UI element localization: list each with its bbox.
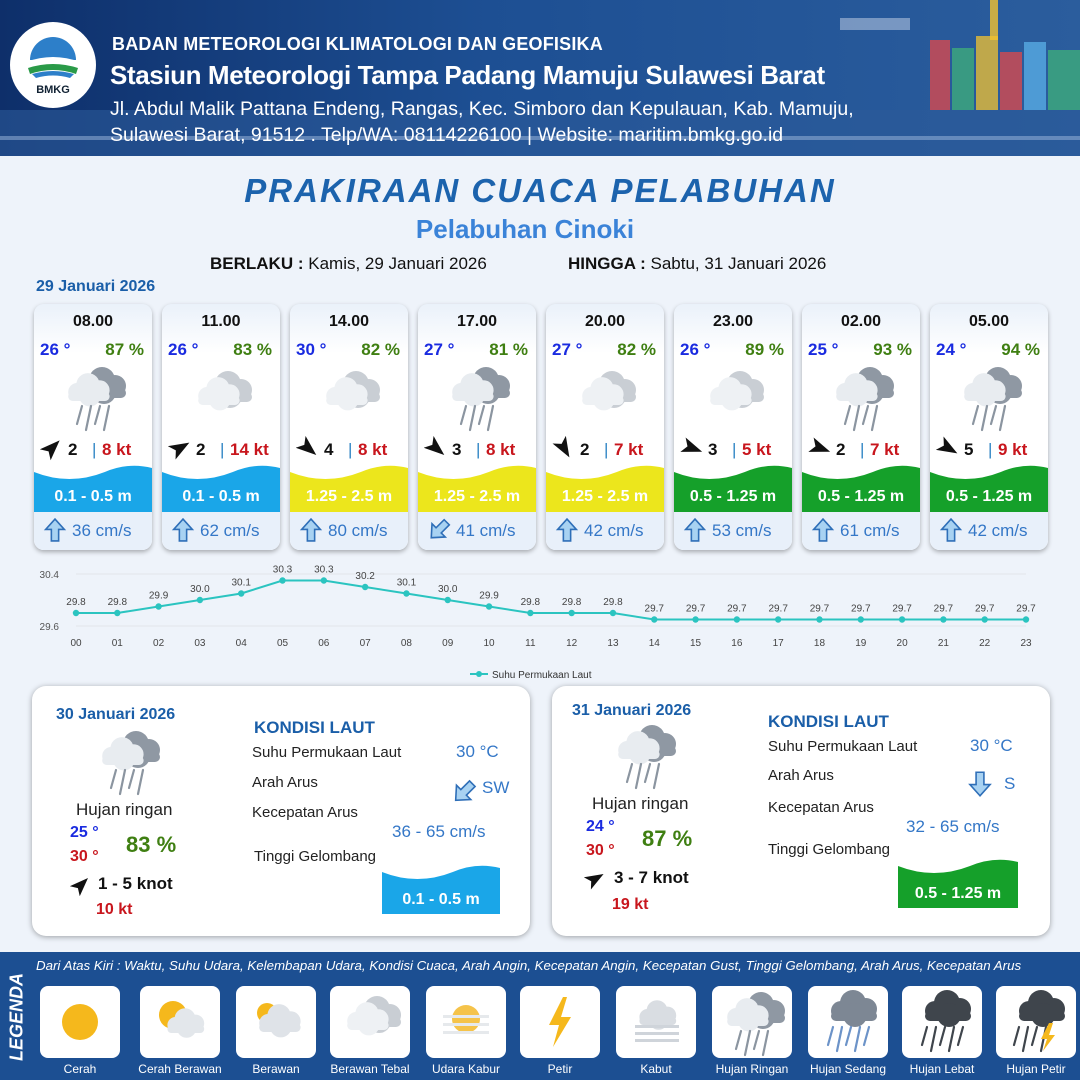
wind-direction-icon	[424, 436, 450, 462]
data-label: 29.8	[520, 597, 541, 608]
sst-point	[73, 610, 79, 616]
panel-wave: 0.1 - 0.5 m	[402, 891, 480, 908]
forecast-temp: 27 °	[424, 340, 455, 359]
forecast-temp: 25 °	[808, 340, 839, 359]
x-tick-label: 17	[772, 638, 784, 649]
address-line-1: Jl. Abdul Malik Pattana Endeng, Rangas, Kec. Simboro dan Kepulauan, Kab. Mamuju,	[110, 98, 854, 120]
separator: |	[604, 440, 609, 459]
forecast-card	[418, 304, 536, 550]
sst-point	[238, 590, 244, 596]
sst-point	[1023, 616, 1029, 622]
forecast-gust: 5 kt	[742, 440, 772, 459]
forecast-time: 14.00	[328, 313, 370, 330]
separator: |	[348, 440, 353, 459]
station-name: Stasiun Meteorologi Tampa Padang Mamuju Sulawesi Barat	[110, 60, 825, 90]
current-direction-icon	[450, 778, 480, 808]
wind-direction-icon	[936, 436, 962, 462]
sst-point	[321, 577, 327, 583]
forecast-gust: 7 kt	[614, 440, 644, 459]
valid-to-label: HINGGA :	[568, 254, 646, 273]
panel-day2	[32, 686, 530, 936]
forecast-wind: 3	[452, 440, 462, 459]
forecast-wave: 0.1 - 0.5 m	[54, 488, 132, 505]
panel-temp-max: 30 °	[586, 842, 615, 859]
current-row	[674, 512, 792, 550]
panel-humidity: 87 %	[642, 826, 693, 851]
forecast-humidity: 94 %	[1001, 340, 1040, 359]
forecast-wind: 2	[68, 440, 78, 459]
legend-item	[236, 986, 316, 1058]
berawan-tebal-icon	[335, 987, 405, 1057]
wind-direction-icon	[168, 436, 194, 462]
separator: |	[732, 440, 737, 459]
forecast-humidity: 82 %	[361, 340, 400, 359]
legend-label: Suhu Permukaan Laut	[492, 670, 592, 681]
udara-kabur-icon	[431, 987, 501, 1057]
sst-point	[362, 584, 368, 590]
data-label: 29.7	[851, 603, 871, 615]
forecast-humidity: 93 %	[873, 340, 912, 359]
forecast-card	[674, 304, 792, 550]
forecast-wind: 4	[324, 440, 334, 459]
day1-date: 29 Januari 2026	[36, 278, 156, 295]
panel-temp-max: 30 °	[70, 848, 99, 865]
forecast-card	[802, 304, 920, 550]
forecast-humidity: 89 %	[745, 340, 784, 359]
forecast-wave: 1.25 - 2.5 m	[561, 488, 649, 505]
sst-point	[651, 616, 657, 622]
forecast-wave: 0.5 - 1.25 m	[689, 488, 777, 505]
legend-title: LEGENDA	[6, 972, 27, 1062]
bmkg-logo	[10, 22, 96, 108]
legend-item-label: Hujan Petir	[1006, 1062, 1066, 1076]
sst-point	[197, 597, 203, 603]
data-label: 30.3	[272, 564, 293, 576]
current-row	[930, 512, 1048, 550]
forecast-current: 36 cm/s	[72, 521, 132, 540]
legend-item	[140, 986, 220, 1058]
data-label: 29.8	[603, 597, 623, 608]
data-label: 29.9	[148, 590, 169, 602]
data-label: 29.7	[685, 603, 706, 615]
current-speed-label: Kecepatan Arus	[768, 799, 874, 816]
current-row	[802, 512, 920, 550]
legend-item	[808, 986, 888, 1058]
sst-line	[76, 581, 1026, 620]
wind-direction-icon	[296, 436, 322, 462]
data-label: 29.7	[892, 603, 912, 615]
x-tick-label: 18	[813, 638, 826, 649]
forecast-current: 80 cm/s	[328, 521, 388, 540]
current-direction-icon	[682, 517, 708, 543]
data-label: 29.8	[561, 597, 582, 608]
x-tick-label: 05	[276, 638, 289, 649]
forecast-temp: 24 °	[936, 340, 967, 359]
current-direction-icon	[42, 517, 68, 543]
sst-point	[816, 616, 822, 622]
forecast-current: 53 cm/s	[712, 521, 772, 540]
berawan-tebal-icon	[570, 362, 640, 432]
data-label: 30.3	[314, 564, 334, 576]
current-dir-label: Arah Arus	[252, 774, 318, 791]
forecast-current: 61 cm/s	[840, 521, 900, 540]
logo-text: BMKG	[36, 84, 70, 96]
x-tick-label: 04	[235, 638, 247, 649]
current-speed-value: 32 - 65 cm/s	[906, 817, 1000, 836]
hujan-ringan-icon	[826, 362, 896, 432]
panel-gust: 19 kt	[612, 896, 649, 913]
legend-item-label: Hujan Ringan	[715, 1062, 789, 1076]
kondisi-laut-title: KONDISI LAUT	[768, 712, 889, 731]
hujan-ringan-icon	[954, 362, 1024, 432]
separator: |	[92, 440, 97, 459]
sst-point	[486, 603, 492, 609]
panel-temp-min: 24 °	[586, 818, 615, 835]
x-tick-label: 02	[153, 638, 165, 649]
x-tick-label: 11	[525, 638, 536, 649]
legend-item-label: Hujan Lebat	[909, 1062, 975, 1076]
berawan-tebal-icon	[186, 362, 256, 432]
data-label: 30.1	[396, 577, 417, 589]
address-line-2: Sulawesi Barat, 91512 . Telp/WA: 08114226100 | Website: maritim.bmkg.go.id	[110, 124, 784, 146]
current-direction-icon	[810, 517, 836, 543]
forecast-wind: 2	[836, 440, 846, 459]
forecast-wave: 0.5 - 1.25 m	[945, 488, 1033, 505]
x-tick-label: 14	[648, 638, 660, 649]
forecast-humidity: 83 %	[233, 340, 272, 359]
forecast-card	[546, 304, 664, 550]
legend-item	[712, 986, 792, 1058]
bmkg-logo-icon	[10, 22, 96, 82]
x-tick-label: 07	[359, 638, 371, 649]
hujan-ringan-icon	[608, 720, 678, 790]
sst-point	[114, 610, 120, 616]
forecast-card	[34, 304, 152, 550]
current-direction-icon	[170, 517, 196, 543]
hujan-ringan-icon	[58, 362, 128, 432]
forecast-wind: 2	[580, 440, 590, 459]
legend-item-label: Cerah Berawan	[138, 1062, 222, 1076]
data-label: 29.7	[644, 603, 664, 615]
separator: |	[988, 440, 993, 459]
wind-direction-icon	[808, 436, 834, 462]
valid-from	[210, 254, 487, 274]
data-label: 29.7	[727, 603, 747, 615]
panel-wave: 0.5 - 1.25 m	[914, 885, 1002, 902]
legend-item	[902, 986, 982, 1058]
sst-point	[734, 616, 740, 622]
data-label: 29.9	[479, 590, 499, 602]
data-label: 29.7	[768, 603, 788, 615]
forecast-time: 08.00	[72, 313, 114, 330]
forecast-card	[290, 304, 408, 550]
forecast-wind: 5	[964, 440, 974, 459]
sst-point	[155, 603, 161, 609]
sst-point	[981, 616, 987, 622]
sst-label: Suhu Permukaan Laut	[768, 738, 918, 755]
separator: |	[220, 440, 225, 459]
hujan-ringan-icon	[442, 362, 512, 432]
forecast-current: 42 cm/s	[584, 521, 644, 540]
berawan-tebal-icon	[698, 362, 768, 432]
wind-direction-icon	[552, 436, 578, 462]
valid-from-value: Kamis, 29 Januari 2026	[308, 254, 487, 273]
forecast-temp: 30 °	[296, 340, 327, 359]
data-label: 30.0	[190, 584, 210, 595]
panel-date: 30 Januari 2026	[56, 706, 176, 723]
wind-direction-icon	[40, 436, 66, 462]
x-tick-label: 21	[937, 638, 949, 649]
panel-temp-min: 25 °	[70, 824, 99, 841]
current-direction-icon	[298, 517, 324, 543]
forecast-wind: 2	[196, 440, 206, 459]
x-tick-label: 00	[70, 638, 82, 649]
header-banner	[0, 0, 1080, 156]
forecast-current: 62 cm/s	[200, 521, 260, 540]
x-tick-label: 09	[442, 638, 454, 649]
wind-direction-icon	[584, 868, 606, 890]
current-direction-icon	[938, 517, 964, 543]
data-label: 29.7	[1016, 603, 1036, 615]
sst-point	[403, 590, 409, 596]
legend-item	[996, 986, 1076, 1058]
data-label: 29.8	[107, 597, 128, 608]
valid-to	[568, 254, 826, 274]
valid-to-value: Sabtu, 31 Januari 2026	[650, 254, 827, 273]
x-tick-label: 15	[690, 638, 702, 649]
current-dir-label: Arah Arus	[768, 767, 834, 784]
legend-item-label: Petir	[547, 1062, 573, 1076]
x-tick-label: 01	[111, 638, 123, 649]
legend-item	[330, 986, 410, 1058]
sst-chart	[30, 560, 1050, 684]
forecast-humidity: 82 %	[617, 340, 656, 359]
panel-date: 31 Januari 2026	[572, 702, 692, 719]
legend-description: Dari Atas Kiri : Waktu, Suhu Udara, Kelembapan Udara, Kondisi Cuaca, Arah Angin, Kecepatan Angin, Kecepatan Gust, Tinggi Gelombang, Arah Arus, Kecepatan Arus	[36, 958, 1022, 973]
forecast-temp: 26 °	[680, 340, 711, 359]
berawan-icon	[241, 987, 311, 1057]
forecast-time: 11.00	[201, 313, 241, 330]
forecast-card	[930, 304, 1048, 550]
x-tick-label: 10	[483, 638, 495, 649]
forecast-gust: 7 kt	[870, 440, 900, 459]
x-tick-label: 03	[194, 638, 206, 649]
sst-point	[940, 616, 946, 622]
current-direction-icon	[426, 517, 452, 543]
forecast-current: 42 cm/s	[968, 521, 1028, 540]
forecast-temp: 26 °	[40, 340, 71, 359]
legend-item-label: Hujan Sedang	[809, 1062, 887, 1076]
kondisi-laut-title: KONDISI LAUT	[254, 718, 375, 737]
forecast-time: 20.00	[584, 313, 626, 330]
forecast-wave: 1.25 - 2.5 m	[305, 488, 393, 505]
legend-item-label: Berawan Tebal	[330, 1062, 410, 1076]
legend-item	[40, 986, 120, 1058]
hujan-petir-icon	[1001, 987, 1071, 1057]
x-tick-label: 13	[607, 638, 619, 649]
page-title: PRAKIRAAN CUACA PELABUHAN	[244, 172, 836, 209]
sst-value: 30 °C	[970, 736, 1013, 755]
forecast-gust: 8 kt	[358, 440, 388, 459]
x-tick-label: 23	[1020, 638, 1032, 649]
current-row	[290, 512, 408, 550]
agency-name: BADAN METEOROLOGI KLIMATOLOGI DAN GEOFISIKA	[112, 34, 603, 54]
port-name: Pelabuhan Cinoki	[415, 214, 635, 244]
forecast-gust: 8 kt	[102, 440, 132, 459]
panel-condition: Hujan ringan	[76, 800, 173, 819]
sst-point	[692, 616, 698, 622]
forecast-time: 23.00	[712, 313, 754, 330]
sst-point	[899, 616, 905, 622]
x-tick-label: 08	[400, 638, 412, 649]
forecast-time: 17.00	[456, 313, 498, 330]
data-label: 30.2	[355, 571, 375, 582]
separator: |	[860, 440, 865, 459]
current-row	[418, 512, 536, 550]
current-direction-icon	[554, 517, 580, 543]
wind-direction-icon	[680, 436, 706, 462]
current-dir-value: SW	[482, 778, 510, 797]
sst-point	[568, 610, 574, 616]
forecast-wave: 1.25 - 2.5 m	[433, 488, 521, 505]
x-tick-label: 19	[855, 638, 867, 649]
berawan-tebal-icon	[314, 362, 384, 432]
panel-wind: 1 - 5 knot	[98, 874, 173, 893]
forecast-time: 05.00	[968, 313, 1010, 330]
wind-direction-icon	[70, 874, 92, 896]
current-speed-value: 36 - 65 cm/s	[392, 822, 486, 841]
sst-value: 30 °C	[456, 742, 499, 761]
x-tick-label: 12	[566, 638, 578, 649]
forecast-wind: 3	[708, 440, 718, 459]
forecast-time: 02.00	[840, 313, 882, 330]
panel-condition: Hujan ringan	[592, 794, 689, 813]
forecast-gust: 9 kt	[998, 440, 1028, 459]
panel-day3	[552, 686, 1050, 936]
data-label: 29.8	[66, 597, 86, 608]
kabut-icon	[621, 987, 691, 1057]
sst-point	[775, 616, 781, 622]
y-tick-label: 30.4	[39, 570, 59, 581]
forecast-current: 41 cm/s	[456, 521, 516, 540]
sst-point	[445, 597, 451, 603]
sst-point	[858, 616, 864, 622]
data-label: 29.7	[974, 603, 995, 615]
legend-item-label: Kabut	[640, 1062, 672, 1076]
x-tick-label: 22	[979, 638, 991, 649]
legend-item-label: Udara Kabur	[431, 1062, 501, 1076]
sst-point	[527, 610, 533, 616]
panel-gust: 10 kt	[96, 901, 133, 918]
sst-label: Suhu Permukaan Laut	[252, 744, 402, 761]
data-label: 30.0	[438, 584, 458, 595]
forecast-wave: 0.5 - 1.25 m	[817, 488, 905, 505]
cerah-berawan-icon	[145, 987, 215, 1057]
current-direction-icon	[966, 770, 996, 800]
panel-humidity: 83 %	[126, 832, 177, 857]
legend-item	[520, 986, 600, 1058]
hujan-sedang-icon	[813, 987, 883, 1057]
hujan-ringan-icon	[717, 987, 787, 1057]
wave-label: Tinggi Gelombang	[768, 841, 891, 858]
current-dir-value: S	[1004, 774, 1016, 793]
forecast-gust: 8 kt	[486, 440, 516, 459]
data-label: 29.7	[933, 603, 954, 615]
panel-wind: 3 - 7 knot	[614, 868, 689, 887]
forecast-humidity: 81 %	[489, 340, 528, 359]
forecast-card	[162, 304, 280, 550]
sst-point	[279, 577, 285, 583]
forecast-temp: 26 °	[168, 340, 199, 359]
y-tick-label: 29.6	[39, 622, 59, 633]
x-tick-label: 16	[731, 638, 743, 649]
data-label: 30.1	[231, 577, 251, 589]
current-row	[34, 512, 152, 550]
hujan-lebat-icon	[907, 987, 977, 1057]
legend-item	[616, 986, 696, 1058]
forecast-gust: 14 kt	[230, 440, 269, 459]
forecast-temp: 27 °	[552, 340, 583, 359]
forecast-wave: 0.1 - 0.5 m	[182, 488, 260, 505]
legend-item-label: Berawan	[252, 1062, 300, 1076]
forecast-humidity: 87 %	[105, 340, 144, 359]
cerah-icon	[45, 987, 115, 1057]
petir-icon	[525, 987, 595, 1057]
wave-label: Tinggi Gelombang	[254, 848, 377, 865]
sst-point	[610, 610, 616, 616]
legend-item-label: Cerah	[63, 1062, 97, 1076]
x-tick-label: 06	[318, 638, 330, 649]
hujan-ringan-icon	[92, 726, 162, 796]
separator: |	[476, 440, 481, 459]
data-label: 29.7	[809, 603, 830, 615]
current-row	[546, 512, 664, 550]
x-tick-label: 20	[896, 638, 908, 649]
current-speed-label: Kecepatan Arus	[252, 804, 358, 821]
current-row	[162, 512, 280, 550]
legend-swatch-point	[476, 671, 482, 677]
valid-from-label: BERLAKU :	[210, 254, 304, 273]
legend-item	[426, 986, 506, 1058]
